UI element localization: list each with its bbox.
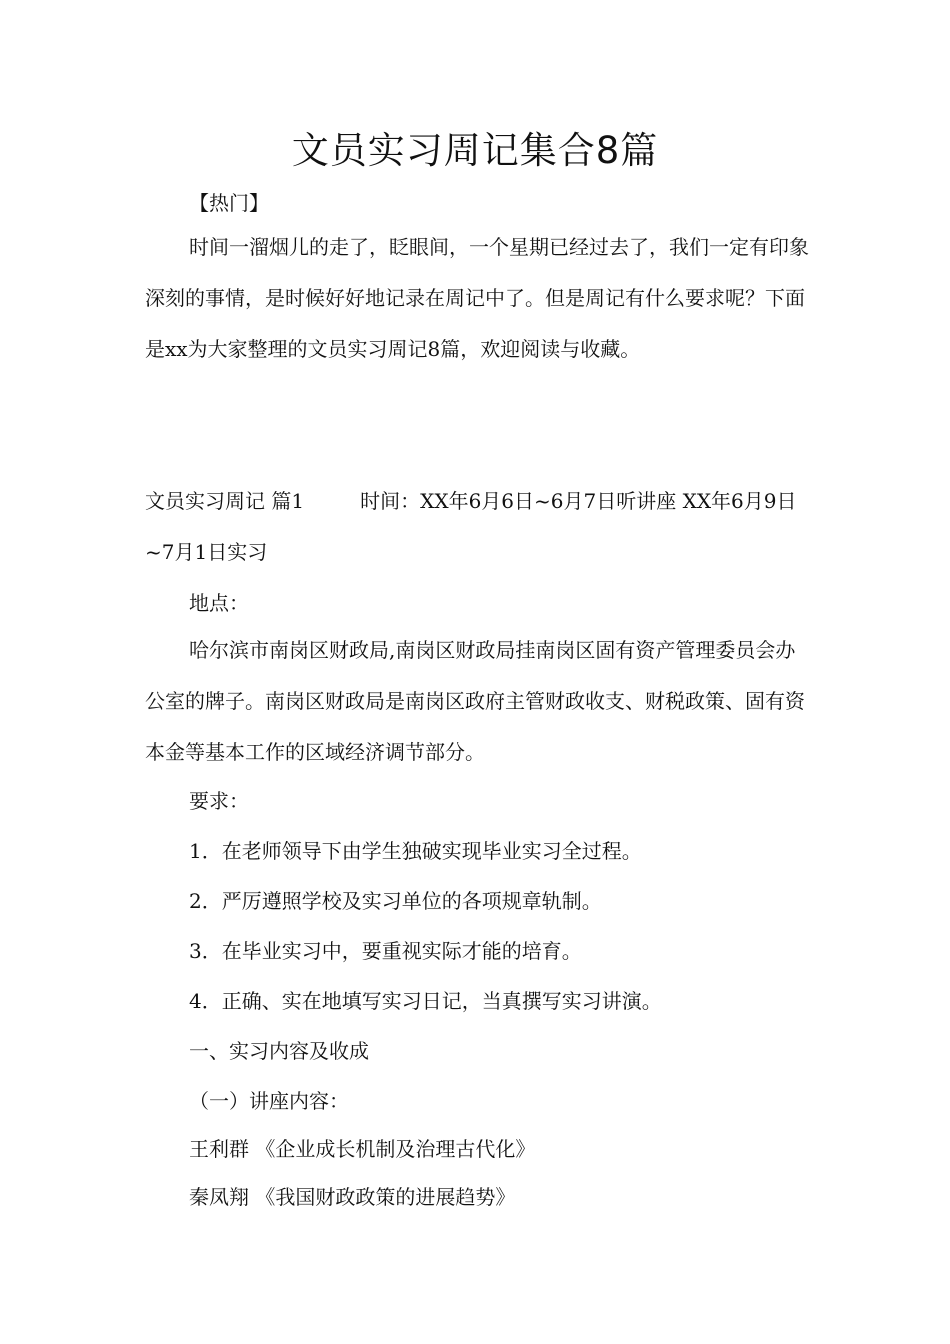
requirement-item: 3．在毕业实习中，要重视实际才能的培育。 (189, 939, 582, 963)
requirements-label: 要求： (189, 789, 249, 813)
part-heading: 一、实习内容及收成 (189, 1039, 369, 1063)
document-title: 文员实习周记集合8篇 (291, 129, 659, 172)
hot-tag: 【热门】 (189, 191, 269, 215)
section-heading: 文员实习周记 篇1 (145, 489, 305, 513)
lecture-item: 王利群 《企业成长机制及治理古代化》 (189, 1137, 536, 1161)
requirement-item: 4．正确、实在地填写实习日记，当真撰写实习讲演。 (189, 989, 662, 1013)
lecture-item: 秦凤翔 《我国财政政策的进展趋势》 (189, 1185, 516, 1209)
section-heading-line (145, 476, 810, 578)
place-paragraph: 哈尔滨市南岗区财政局,南岗区财政局挂南岗区固有资产管理委员会办公室的牌子。南岗区财政局是南岗区政府主管财政收支、财税政策、固有资本金等基本工作的区域经济调节部分。 (145, 638, 805, 764)
lecture-heading: （一）讲座内容： (189, 1089, 349, 1113)
place-label: 地点： (189, 591, 249, 615)
requirement-item: 2．严厉遵照学校及实习单位的各项规章轨制。 (189, 889, 602, 913)
intro-paragraph: 时间一溜烟儿的走了，眨眼间，一个星期已经过去了，我们一定有印象深刻的事情，是时候好好地记录在周记中了。但是周记有什么要求呢？下面是xx为大家整理的文员实习周记8篇，欢迎阅读与收藏。 (145, 235, 809, 361)
requirement-item: 1．在老师领导下由学生独破实现毕业实习全过程。 (189, 839, 642, 863)
section-time: 时间：XX年6月6日~6月7日听讲座 XX年6月9日~7月1日实习 (145, 489, 797, 564)
